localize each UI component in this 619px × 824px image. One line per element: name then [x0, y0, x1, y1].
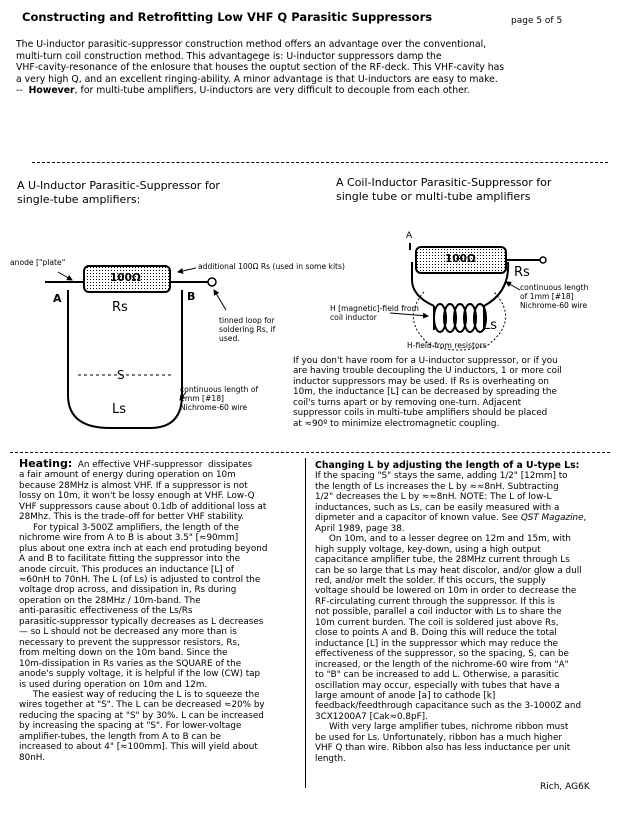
anode-arrow: [58, 272, 72, 280]
heating-line: necessary to prevent the suppressor resistors, Rs,: [19, 637, 240, 648]
continuous-length-arrow: [506, 282, 520, 290]
heating-line: 80nH.: [19, 752, 46, 763]
changing-line: 3CX1200A7 [Cak≈0.8pF].: [315, 711, 428, 722]
coil-note-line: inductor suppressors may be used. If Rs is overheating on: [293, 376, 549, 387]
changing-line: length.: [315, 753, 346, 764]
left-ls-label: Ls: [112, 402, 127, 417]
coil-note-line: If you don't have room for a U-inductor suppressor, or if you: [293, 356, 558, 366]
heating-line: operation on the 28MHz / 10m-band. The: [19, 595, 201, 606]
hfield-coil-line: H [magnetic]-field from: [330, 304, 419, 313]
changing-line: VHF Q than wire. Ribbon also has less inductance per unit: [315, 743, 571, 754]
heating-line: reducing the spacing at "S" by 30%. L can be increased: [19, 710, 264, 721]
changing-line: the length of Ls increases the L by ≈≈8nH. Subtracting: [315, 481, 559, 492]
heating-line: 28Mhz. This is the trade-off for better VHF stability.: [19, 512, 245, 523]
tinned-loop-line: used.: [219, 334, 240, 343]
heating-first-line: [19, 459, 309, 470]
intro-line: VHF-cavity-resonance of the enlosure that houses the ouptut section of the RF-deck. This VHF-cavity has: [16, 62, 505, 74]
coil-note-line: 10m, the inductance [L] can be decreased by spreading the: [293, 387, 557, 398]
changing-line: not possible, parallel a coil inductor with Ls to share the: [315, 607, 562, 618]
heating-line: ≈60nH to 70nH. The L (of Ls) is adjusted to control the: [19, 574, 261, 585]
changing-line: 10m current burden. The coil is soldered just above Rs,: [315, 617, 559, 628]
changing-heading: Changing L by adjusting the length of a U-type Ls:: [315, 460, 580, 471]
page-title: Constructing and Retrofitting Low VHF Q Parasitic Suppressors: [22, 10, 433, 24]
page-number: page 5 of 5: [511, 16, 563, 26]
heating-line: is used during operation on 10m and 12m.: [19, 679, 208, 690]
right-rs-label: Rs: [514, 265, 530, 280]
heating-line: anti-parasitic effectiveness of the Ls/Rs: [19, 606, 193, 617]
coil-note-line: at ≈90º to minimize electromagnetic coupling.: [293, 418, 500, 429]
heating-line: increased to about 4" [≈100mm]. This will yield about: [19, 742, 258, 753]
changing-line: increased, or the length of the nichrome-60 wire from "A": [315, 659, 569, 670]
point-a-left: A: [53, 292, 62, 305]
right-resistor-label: 100Ω: [445, 253, 476, 265]
tinned-loop: [208, 278, 216, 286]
intro-line: The U-inductor parasitic-suppressor construction method offers an advantage over the conventional,: [16, 39, 487, 50]
changing-line: inductances, such as Ls, can be easily measured with a: [315, 502, 560, 513]
heating-line: plus about one extra inch at each end protuding beyond: [19, 543, 268, 554]
heating-p3-text: The easiest way of reducing the L is to squeeze the: [33, 689, 260, 700]
right-lead-end: [540, 257, 546, 263]
left-rs-label: Rs: [112, 300, 128, 315]
anode-label: anode ["plate": [10, 258, 66, 267]
left-wire-label: [180, 385, 258, 412]
changing-see: dipmeter and a capacitor of known value. See: [315, 513, 519, 524]
heating-line: by increasing the spacing at "S". For lower-voltage: [19, 721, 242, 732]
tinned-loop-label: [219, 316, 275, 343]
tinned-loop-line: soldering Rs, if: [219, 325, 276, 334]
heating-line: [19, 523, 309, 533]
intro-line: a very high Q, and an excellent ringing-ability. A minor advantage is that U-inductors are easy to make.: [16, 73, 498, 85]
loop-arrow: [214, 290, 226, 310]
qst-magazine: QST Magazine: [520, 513, 584, 524]
left-wire-line: continuous length of: [180, 385, 259, 394]
changing-line: large amount of anode [a] to cathode [k]: [315, 690, 496, 701]
changing-line: 1/2" decreases the L by ≈≈8nH. NOTE: The L of low-L: [315, 492, 552, 503]
changing-line: high supply voltage, key-down, using a high output: [315, 544, 541, 555]
point-a-right: A: [406, 231, 413, 241]
heating-column: [19, 459, 309, 763]
divider-bottom: [10, 452, 610, 453]
left-figure-title-line: A U-Inductor Parasitic-Suppressor for: [17, 179, 220, 192]
hfield-coil-line: coil inductor: [330, 313, 377, 322]
changing-line: be used for Ls. Unfortunately, ribbon has a much higher: [315, 732, 562, 743]
heating-line: voltage drop across, and dissipation in, Rs during: [19, 585, 237, 596]
coil-note: [293, 356, 613, 429]
changing-line: red, and/or melt the solder. If this occurs, the supply: [315, 575, 546, 586]
right-wire-line: of 1mm [#18]: [520, 292, 574, 301]
heating-line: a fair amount of energy during operation on 10m: [19, 470, 236, 481]
right-wire-line: continuous length: [520, 283, 589, 292]
hfield-coil-label: [330, 304, 419, 322]
changing-line: close to points A and B. Doing this will reduce the total: [315, 628, 557, 639]
changing-column: [315, 461, 615, 764]
s-label: S: [117, 368, 125, 382]
changing-line: inductance [L] in the suppressor which may reduce the: [315, 638, 559, 649]
changing-line: [315, 534, 615, 544]
heating-line: amplifier-tubes, the length from A to B can be: [19, 731, 222, 742]
point-b-left: B: [187, 290, 196, 303]
additional-rs-arrow: [178, 268, 196, 272]
heating-line: A and B to facilitate fitting the suppressor into the: [19, 554, 241, 565]
changing-line: oscillation may occur, especially with tubes that have a: [315, 680, 560, 691]
changing-line: to "B" can be increased to add L. Otherwise, a parasitic: [315, 670, 560, 681]
changing-line: RF-circulating current through the suppressor. If this is: [315, 596, 555, 607]
heating-p2-text: For typical 3-500Z amplifiers, the length of the: [33, 522, 240, 533]
changing-line: feedback/feedthrough capacitance such as the 3-1000Z and: [315, 701, 582, 712]
heating-line: VHF suppressors cause about 0.1db of additional loss at: [19, 501, 267, 512]
heating-line: [19, 690, 309, 700]
hfield-resistors-label: H-field from resistors: [407, 341, 487, 350]
changing-line: dipmeter and a capacitor of known value. See QST Magazine,: [315, 513, 587, 524]
changing-line: April 1989, page 38.: [315, 523, 405, 534]
left-resistor-label: 100Ω: [110, 272, 141, 284]
changing-line: If the spacing "S" stays the same, adding 1/2" [12mm] to: [315, 471, 568, 482]
coil-note-line: suppressor coils in multi-tube amplifiers should be placed: [293, 408, 548, 419]
heating-line: parasitic-suppressor typically decreases as L decreases: [19, 616, 264, 627]
intro-line: multi-turn coil construction method. This advantagege is: U-inductor suppressors damp the: [16, 50, 442, 62]
heating-line: — so L should not be decreased any more than is: [19, 627, 237, 638]
heating-heading: Heating:: [19, 457, 73, 470]
coil-note-line: are having trouble decoupling the U inductors, 1 or more coil: [293, 366, 562, 377]
changing-line: [315, 722, 615, 732]
changing-line: capacitance amplifier tube, the 28MHz current through Ls: [315, 555, 570, 566]
signature: Rich, AG6K: [540, 782, 590, 792]
intro-rest: , for multi-tube amplifiers, U-inductors are very difficult to decouple from each other.: [74, 85, 470, 97]
heating-lead: An effective VHF-suppressor dissipates: [72, 460, 253, 470]
heating-line: 10m-dissipation in Rs varies as the SQUARE of the: [19, 658, 242, 669]
right-wire-label: [520, 283, 588, 310]
heating-line: because 28MHz is almost VHF. If a suppressor is not: [19, 480, 248, 491]
left-wire-line: 1mm [#18]: [180, 394, 224, 403]
heating-line: nichrome wire from A to B is about 3.5" [≈90mm]: [19, 533, 239, 544]
changing-line: can be so large that Ls may heat discolor, and/or glow a dull: [315, 565, 582, 576]
heating-line: anode circuit. This produces an inductance [L] of: [19, 564, 234, 575]
additional-rs-label: additional 100Ω Rs (used in some kits): [198, 262, 345, 271]
coil-note-line: coil's turns apart or by removing one-turn. Adjacent: [293, 397, 522, 408]
heating-line: wires together at "S". The L can be decreased ≈20% by: [19, 700, 265, 711]
coil-turns: [434, 304, 486, 332]
left-figure-title-line: single-tube amplifiers:: [17, 193, 141, 206]
intro-prefix: --: [16, 85, 29, 97]
heating-line: from melting down on the 10m band. Since the: [19, 648, 228, 659]
changing-line: voltage should be lowered on 10m in order to decrease the: [315, 586, 577, 597]
right-ls-label: Ls: [483, 318, 498, 333]
intro-however: However: [28, 85, 75, 97]
heating-line: lossy on 10m, it won't be lossy enough at VHF. Low-Q: [19, 491, 255, 502]
changing-line: effectiveness of the suppressor, so the spacing, S, can be: [315, 649, 569, 660]
right-figure-title-line: A Coil-Inductor Parasitic-Suppressor for: [336, 176, 552, 189]
left-wire-line: Nichrome-60 wire: [180, 403, 248, 412]
right-wire-line: Nichrome-60 wire: [520, 301, 588, 310]
right-figure-title-line: single tube or multi-tube amplifiers: [336, 190, 531, 203]
heating-line: anode's supply voltage, it is helpful if the low (CW) tap: [19, 669, 261, 680]
tinned-loop-line: tinned loop for: [219, 316, 275, 325]
changing-p2-text: On 10m, and to a lesser degree on 12m and 15m, with: [329, 534, 571, 545]
changing-p3-text: With very large amplifier tubes, nichrome ribbon must: [329, 722, 569, 733]
